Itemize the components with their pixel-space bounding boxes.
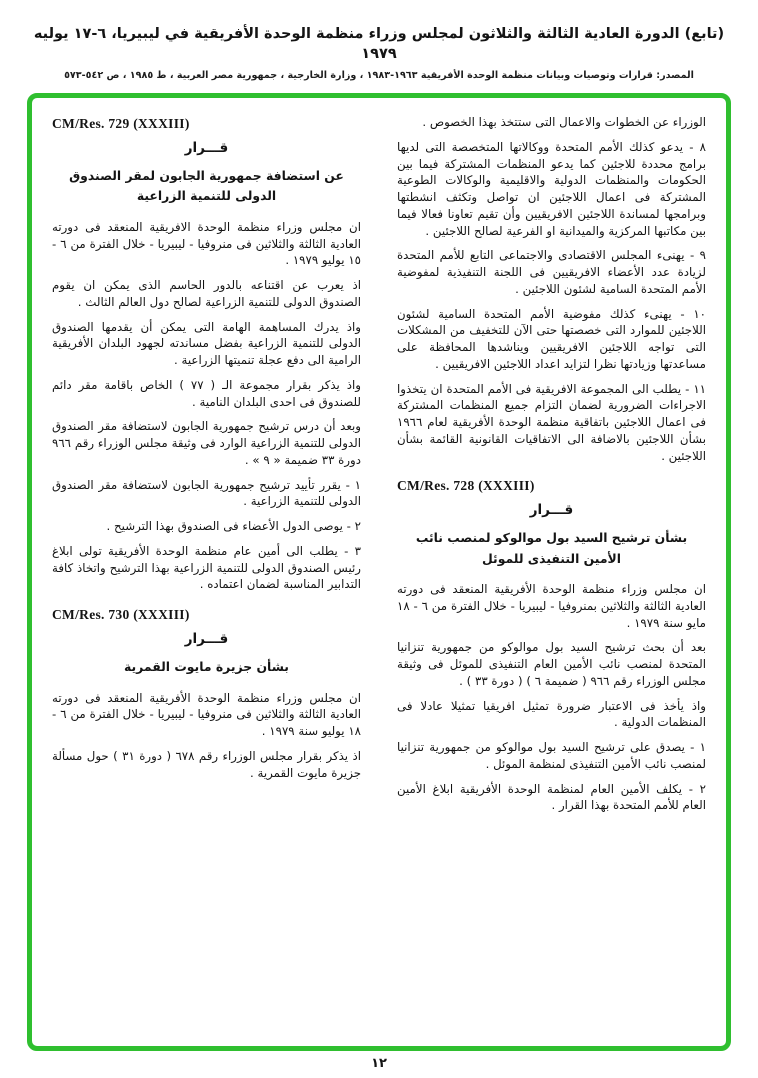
paragraph: اذ يذكر بقرار مجلس الوزراء رقم ٦٧٨ ( دورة ٣١ ) حول مسألة جزيرة مايوت القمرية . (52, 748, 361, 780)
paragraph: واذ يذكر بقرار مجموعة الـ ( ٧٧ ) الخاص باقامة مقر دائم للصندوق فى احدى البلدان النامية . (52, 377, 361, 409)
column-right (397, 114, 706, 1034)
paragraph: بعد أن بحث ترشيح السيد بول موالوكو من جمهورية تنزانيا المتحدة لمنصب نائب الأمين العام التنفيذى للموئل فى وثيقة مجلس الوزراء رقم ٩٦٦ ( ضميمة ٦ ) ( دورة ٣٣ ) . (397, 640, 706, 688)
paragraph: ١١ - يطلب الى المجموعة الافريقية فى الأمم المتحدة ان يتخذوا الاجراءات الضرورية لضمان التزام جميع المنظمات المشتركة فى اعمال اللاجئين باتفاقية منظمة الوحدة الأفريقية لعام ١٩٦٦ بشأن اللاجئين بالاضافة الى الاتفاقيات القانونية القائمة بشأن اللاجئين . (397, 381, 706, 463)
resolution-title: قـــرار (184, 140, 229, 156)
paragraph: ان مجلس وزراء منظمة الوحدة الأفريقية المنعقد فى دورته العادية الثالثة والثلاثين بمنروفيا - ليبيريا - خلال الفترة من ٦ - ١٨ مايو سنة ١٩٧٩ . (397, 582, 706, 630)
paragraph: ٩ - يهنىء المجلس الاقتصادى والاجتماعى التابع للأمم المتحدة لزيادة عدد الأعضاء الافريقيين فى اللجنة التنفيذية لمفوضية الأمم المتحدة السامية لشئون اللاجئين . (397, 248, 706, 296)
resolution-subtitle: بشأن جزيرة مايوت القمرية (124, 659, 289, 675)
paragraph: اذ يعرب عن اقتناعه بالدور الحاسم الذى يمكن ان يقوم الصندوق الدولى للتنمية الزراعية لصالح دول العالم الثالث . (52, 278, 361, 309)
document-title: (تابع) الدورة العادية الثالثة والثلاثون لمجلس وزراء منظمة الوحدة الأفريقية في ليبيريا، ٦-١٧ يوليه ١٩٧٩ (33, 26, 725, 63)
paragraph: ٣ - يطلب الى أمين عام منظمة الوحدة الأفريقية تولى ابلاغ رئيس الصندوق الدولى للتنمية الزراعية بهذا الترشيح واتخاذ كافة التدابير المناسبة لضمان اعتماده . (52, 543, 361, 592)
document-source: المصدر: قرارات وتوصيات وبيانات منظمة الوحدة الأفريقية ١٩٦٣-١٩٨٣ ، وزارة الخارجية ، جمهورية مصر العربية ، ط ١٩٨٥ ، ص ٥٤٢-٥٧٣ (64, 69, 694, 81)
resolution-subtitle: بشأن ترشيح السيد بول موالوكو لمنصب نائب الأمين التنفيذى للموئل (415, 530, 688, 566)
resolution-code: CM/Res. 729 (XXXIII) (52, 116, 190, 131)
paragraph: ١٠ - يهنىء كذلك مفوضية الأمم المتحدة السامية لشئون اللاجئين للموارد التى خصصتها حتى الآن للتخفيف من المشكلات التى تواجه اللاجئين الافريقيين ويناشدها المحافظة على مساعدتها وزيادتها نظرا لتزايد اعداد اللاجئين الافريقيين . (397, 306, 706, 371)
paragraph: واذ يدرك المساهمة الهامة التى يمكن أن يقدمها الصندوق الدولى للتنمية الزراعية بفضل مساندته لجهود البلدان الأفريقية الرامية الى دفع عجلة تنميتها الزراعية . (52, 319, 361, 368)
paragraph: ٨ - يدعو كذلك الأمم المتحدة ووكالاتها المتخصصة التى لديها برامج محددة للاجئين كما يدعو المنظمات المشتركة فيما بين الحكومات والمنظمات الدولية والاقليمية والوكالات الطوعية المشتركة فى اعمال اللاجئين ان تواصل وتكثف انشطتها وبرامجها لمساندة اللاجئين الافريقيين وأن تقيم تعاونا فعالا فيما بين مكاتبها المركزية والميدانية او الفرعية لصالح اللاجئين . (397, 139, 706, 238)
paragraph: ٢ - يكلف الأمين العام لمنظمة الوحدة الأفريقية ابلاغ الأمين العام للأمم المتحدة بهذا القرار . (397, 781, 706, 813)
page-header (0, 0, 758, 81)
paragraph: ١ - يصدق على ترشيح السيد بول موالوكو من جمهورية تنزانيا لمنصب نائب الأمين التنفيذى لمنظمة الموئل . (397, 740, 706, 771)
two-column-layout (52, 114, 706, 1034)
paragraph: ٢ - يوصى الدول الأعضاء فى الصندوق بهذا الترشيح . (106, 519, 361, 534)
resolution-code: CM/Res. 728 (XXXIII) (397, 478, 535, 494)
resolution-title: قـــرار (529, 502, 574, 519)
paragraph: ان مجلس وزراء منظمة الوحدة الافريقية المنعقد فى دورته العادية الثالثة والثلاثين فى منروفيا - ليبيريا - خلال الفترة من ٦ - ١٥ يوليو ١٩٧٩ . (52, 219, 361, 268)
resolution-subtitle: عن استضافة جمهورية الجابون لمقر الصندوق الدولى للتنمية الزراعية (69, 168, 344, 204)
paragraph: وبعد أن درس ترشيح جمهورية الجابون لاستضافة مقر الصندوق الدولى للتنمية الزراعية الوارد فى وثيقة مجلس الوزراء رقم ٩٦٦ دورة ٣٣ ضميمة « ٩ » . (52, 419, 361, 467)
paragraph: ان مجلس وزراء منظمة الوحدة الأفريقية المنعقد فى دورته العادية الثالثة والثلاثين فى منروفيا - ليبيريا - خلال الفترة من ٦ - ١٨ يوليو سنة ١٩٧٩ . (52, 690, 361, 739)
paragraph: الوزراء عن الخطوات والاعمال التى ستتخذ بهذا الخصوص . (422, 115, 706, 129)
paragraph: واذ يأخذ فى الاعتبار ضرورة تمثيل افريقيا تمثيلا عادلا فى المنظمات الدولية . (397, 698, 706, 730)
paragraph: ١ - يقرر تأييد ترشيح جمهورية الجابون لاستضافة مقر الصندوق الدولى للتنمية الزراعية . (52, 477, 361, 509)
column-left (52, 114, 361, 1034)
resolution-title: قـــرار (184, 631, 229, 648)
content-frame (27, 93, 731, 1051)
resolution-code: CM/Res. 730 (XXXIII) (52, 607, 190, 623)
page-number: ١٢ (371, 1056, 387, 1071)
